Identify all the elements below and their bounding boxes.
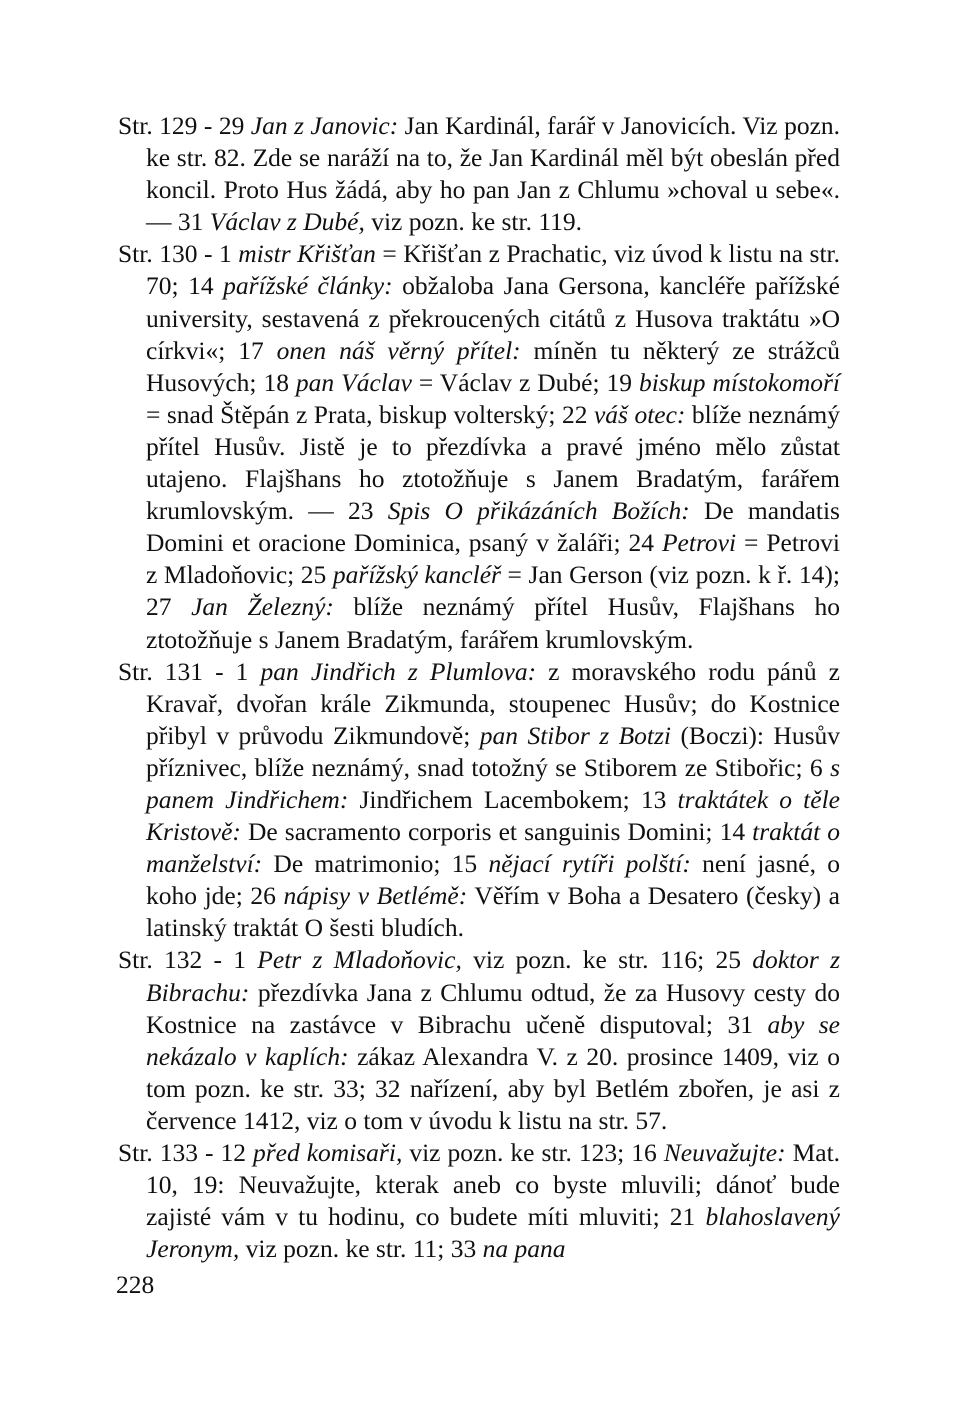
note-text: přezdívka Jana z Chlumu odtud, že za Husovy cesty do Kostnice na zastávce v Bibrachu učeně disputoval; 31 [146, 977, 840, 1039]
note-text: De matrimonio; 15 [262, 849, 489, 879]
note-text: De sacramento corporis et sanguinis Domini; 14 [240, 817, 753, 847]
note-term: na pana [482, 1234, 566, 1264]
note-text: z moravského rodu pánů z Kravař, dvořan krále Zikmunda, stoupenec Husův; do Kostnice přibyl v průvodu Zikmundově; [146, 656, 840, 750]
note-entry [118, 238, 840, 655]
note-text: = Jan Gerson (viz pozn. k ř. 14); 27 [146, 560, 840, 622]
note-term: pan Jindřich z Plumlova: [260, 656, 537, 686]
note-term: pařížské články: [223, 271, 393, 301]
note-text: blíže neznámý přítel Husův, Flajšhans ho ztotožňuje s Janem Bradatým, farářem krumlovským. [146, 592, 840, 654]
note-term: Jan Železný: [191, 592, 334, 622]
note-term: traktát o manželství: [146, 817, 840, 879]
note-term: pan Václav [295, 367, 412, 397]
note-text: Str. 133 - 12 [118, 1138, 253, 1167]
note-text: De mandatis Domini et oracione Dominica, psaný v žaláři; 24 [146, 496, 840, 558]
note-term: aby se nekázalo v kaplích: [146, 1009, 840, 1071]
note-term: biskup místokomoří [638, 367, 841, 397]
note-entry [118, 656, 840, 945]
note-text: Jindřichem Lacembokem; 13 [348, 784, 678, 814]
note-text: Str. 129 - 29 [118, 111, 251, 140]
page-number: 228 [116, 1270, 155, 1299]
note-entry [118, 110, 840, 238]
note-text: = Petrovi z Mladoňovic; 25 [146, 528, 840, 590]
note-term: před komisaři, [252, 1138, 403, 1167]
note-term: mistr Křišťan [238, 239, 376, 269]
note-text: viz pozn. ke str. 116; 25 [461, 945, 753, 975]
note-term: Petrovi [661, 528, 737, 558]
note-text: Věřím v Boha a Desatero (česky) a latinský traktát O šesti bludích. [146, 881, 840, 943]
note-text: viz pozn. ke str. 119. [364, 207, 583, 237]
note-text: Str. 132 - 1 [118, 945, 258, 975]
note-term: Neuvažujte: [663, 1138, 786, 1167]
note-term: Spis O přikázáních Božích: [387, 496, 690, 526]
note-term: pan Stibor z Botzi [479, 720, 672, 750]
note-text: Str. 131 - 1 [118, 656, 261, 686]
note-text: míněn tu některý ze strážců Husových; 18 [146, 335, 840, 397]
note-term: traktátek o těle Kristově: [146, 784, 840, 847]
note-term: doktor z Bibrachu: [146, 945, 841, 1007]
note-entry [118, 1137, 840, 1265]
note-text: zákaz Alexandra V. z 20. prosince 1409, viz o tom pozn. ke str. 33; 32 nařízení, aby byl Betlém zbořen, je asi z července 1412, viz o tom v úvodu k listu na str. 57. [146, 1041, 840, 1135]
note-term: Petr z Mladoňovic, [257, 945, 462, 975]
notes-text [118, 110, 840, 1265]
note-term: pařížský kancléř [332, 560, 501, 590]
note-text: Jan Kardinál, farář v Janovicích. Viz pozn. ke str. 82. Zde se naráží na to, že Jan Kardinál měl být obeslán před koncil. Proto Hus žádá, aby ho pan Jan z Chlumu »choval u sebe«. — 31 [146, 111, 841, 237]
note-term: Jan z Janovic: [250, 111, 399, 140]
note-entry [118, 944, 840, 1137]
note-text: = snad Štěpán z Prata, biskup volterský; 22 [146, 399, 594, 429]
note-text: viz pozn. ke str. 123; 16 [402, 1138, 664, 1167]
note-term: onen náš věrný přítel: [276, 335, 521, 365]
note-term: nějací rytíři polští: [488, 849, 691, 879]
note-text: není jasné, o koho jde; 26 [146, 849, 840, 911]
note-term: blahoslavený Jeronym, [146, 1202, 840, 1264]
note-term: nápisy v Betlémě: [283, 881, 468, 911]
note-text: obžaloba Jana Gersona, kancléře pařížské university, sestavená z překroucených citátů z Husova traktátu »O církvi«; 17 [146, 271, 840, 365]
note-text: (Boczi): Husův příznivec, blíže neznámý, snad totožný se Stiborem ze Stibořic; 6 [146, 720, 841, 782]
note-text: viz pozn. ke str. 11; 33 [239, 1234, 483, 1264]
note-text: = Křišťan z Prachatic, viz úvod k listu na str. 70; 14 [146, 239, 841, 301]
note-text: Mat. 10, 19: Neuvažujte, kterak aneb co byste mluvili; dánoť bude zajisté vám v tu hodinu, co budete míti mluviti; 21 [146, 1138, 841, 1232]
note-term: váš otec: [593, 399, 686, 429]
note-text: = Václav z Dubé; 19 [411, 367, 639, 397]
note-term: Václav z Dubé, [209, 207, 365, 237]
note-text: blíže neznámý přítel Husův. Jistě je to přezdívka a pravé jméno mělo zůstat utajeno. Flajšhans ho ztotožňuje s Janem Bradatým, farářem krumlovským. — 23 [146, 399, 840, 526]
note-text: Str. 130 - 1 [118, 239, 239, 269]
note-term: s panem Jindřichem: [146, 752, 840, 814]
